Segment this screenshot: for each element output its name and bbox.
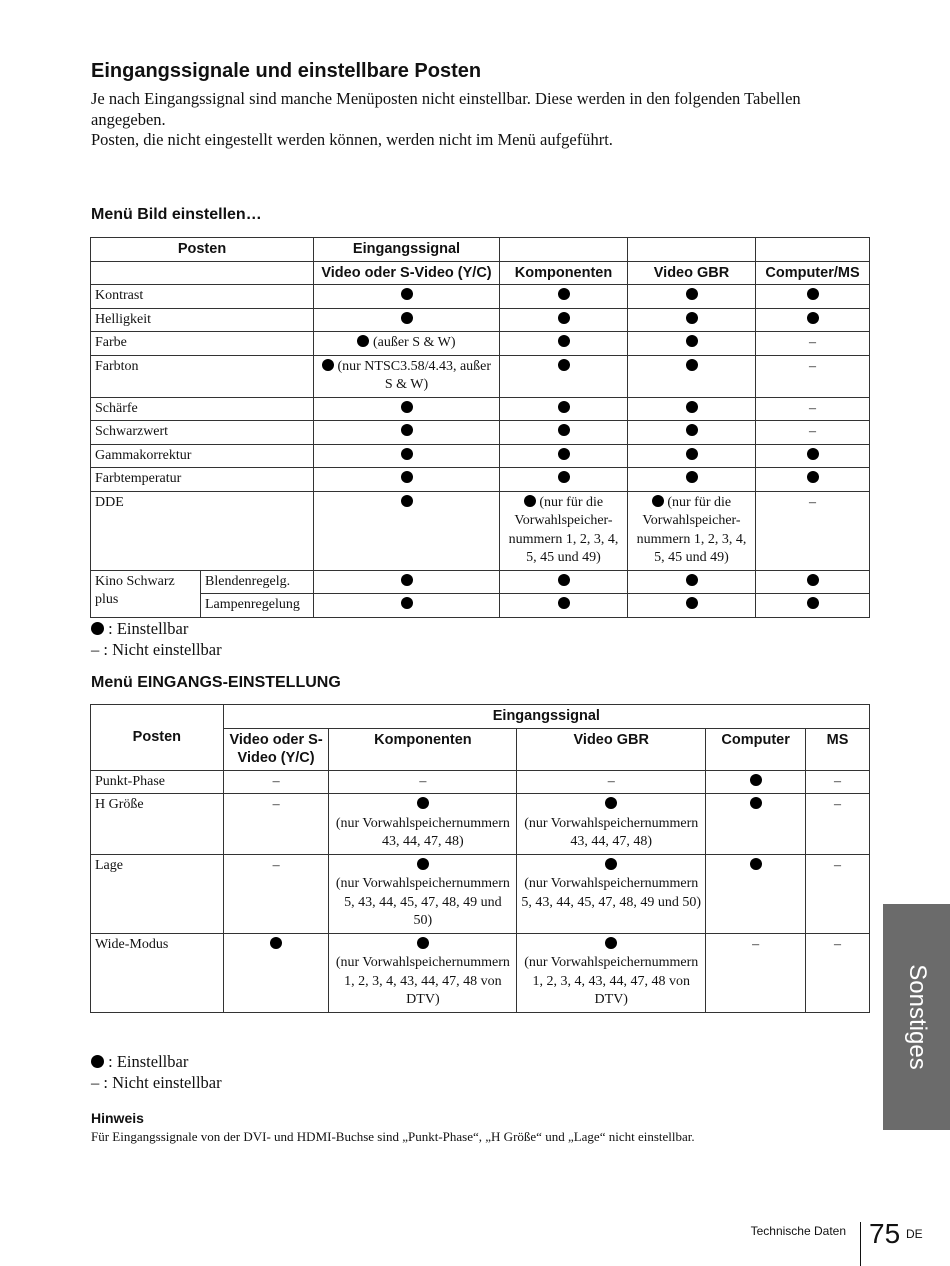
- table-cell: –: [756, 355, 870, 397]
- table-cell: [756, 468, 870, 492]
- bullet-dot-icon: [322, 359, 334, 371]
- row-label: Wide-Modus: [91, 933, 224, 1012]
- bullet-dot-icon: [401, 424, 413, 436]
- bullet-dot-icon: [558, 424, 570, 436]
- table-cell: [500, 421, 628, 445]
- cell-note: (nur Vorwahlspeichernummern 43, 44, 47, 48): [524, 815, 699, 849]
- cell-note: (nur Vorwahlspeichernummern 5, 43, 44, 45, 47, 48, 49 und 50): [335, 876, 510, 928]
- table-eingangs-einstellung: [90, 704, 870, 1013]
- bullet-dot-icon: [558, 448, 570, 460]
- bullet-dot-icon: [605, 937, 617, 949]
- table-cell: [314, 332, 500, 356]
- bullet-dot-icon: [558, 471, 570, 483]
- bullet-dot-icon: [401, 495, 413, 507]
- bullet-dot-icon: [558, 401, 570, 413]
- bullet-dot-icon: [750, 774, 762, 786]
- table-cell: [314, 570, 500, 594]
- bullet-dot-icon: [401, 574, 413, 586]
- col-header: Video oder S-Video (Y/C): [223, 728, 329, 770]
- table2-title: Menü EINGANGS-EINSTELLUNG: [91, 674, 341, 691]
- table-cell: [756, 594, 870, 618]
- table-cell: –: [756, 491, 870, 570]
- table-cell: –: [756, 397, 870, 421]
- table-cell: [628, 421, 756, 445]
- bullet-dot-icon: [686, 448, 698, 460]
- table-cell: [628, 308, 756, 332]
- cell-note: (außer S & W): [369, 335, 456, 350]
- footer-divider: [860, 1222, 861, 1266]
- page-language: DE: [906, 1227, 923, 1241]
- table-cell: –: [706, 933, 806, 1012]
- intro-paragraph-1: Je nach Eingangssignal sind manche Menüposten nicht einstellbar. Diese werden in den folgenden Tabellen angegeben.: [91, 89, 801, 129]
- table-cell: [628, 468, 756, 492]
- col-header: Video GBR: [517, 728, 706, 770]
- table-cell: [329, 794, 517, 855]
- bullet-dot-icon: [652, 495, 664, 507]
- bullet-dot-icon: [686, 471, 698, 483]
- table-cell: –: [756, 421, 870, 445]
- table-bild-einstellen: [90, 237, 870, 618]
- table-cell: [628, 491, 756, 570]
- footer-section-label: Technische Daten: [750, 1224, 846, 1238]
- table-row: [91, 332, 870, 356]
- bullet-dot-icon: [686, 359, 698, 371]
- bullet-dot-icon: [417, 858, 429, 870]
- note-text: Für Eingangssignale von der DVI- und HDMI-Buchse sind „Punkt-Phase“, „H Größe“ und „Lage“ nicht einstellbar.: [91, 1129, 695, 1144]
- row-label: Lage: [91, 854, 224, 933]
- table-cell: [517, 854, 706, 933]
- col-header: Computer: [706, 728, 806, 770]
- table-cell: [314, 397, 500, 421]
- table-cell: [628, 355, 756, 397]
- col-header: Komponenten: [329, 728, 517, 770]
- table-cell: [314, 285, 500, 309]
- col-header: Video GBR: [628, 261, 756, 285]
- bullet-dot-icon: [807, 597, 819, 609]
- cell-note: (nur Vorwahlspeichernummern 1, 2, 3, 4, 43, 44, 47, 48 von DTV): [524, 955, 699, 1007]
- legend-1: [91, 619, 222, 660]
- legend-dash-text: – : Nicht einstellbar: [91, 1072, 222, 1092]
- table-cell: –: [223, 794, 329, 855]
- bullet-dot-icon: [401, 597, 413, 609]
- legend-2: [91, 1052, 222, 1093]
- row-label: Farbe: [91, 332, 314, 356]
- row-label: Helligkeit: [91, 308, 314, 332]
- bullet-dot-icon: [605, 797, 617, 809]
- bullet-dot-icon: [91, 1055, 104, 1068]
- bullet-dot-icon: [686, 424, 698, 436]
- row-label: Punkt-Phase: [91, 770, 224, 794]
- table-cell: –: [517, 770, 706, 794]
- section-side-tab: [883, 904, 950, 1130]
- bullet-dot-icon: [686, 335, 698, 347]
- table-cell: [517, 933, 706, 1012]
- legend-dot-text: : Einstellbar: [108, 619, 189, 638]
- intro-text: [91, 89, 871, 151]
- bullet-dot-icon: [270, 937, 282, 949]
- bullet-dot-icon: [807, 448, 819, 460]
- table-cell: [706, 770, 806, 794]
- bullet-dot-icon: [686, 312, 698, 324]
- table1-title: Menü Bild einstellen…: [91, 206, 262, 223]
- table-cell: [223, 933, 329, 1012]
- intro-paragraph-2: Posten, die nicht eingestellt werden können, werden nicht im Menü aufgeführt.: [91, 130, 613, 149]
- bullet-dot-icon: [750, 858, 762, 870]
- table-row: [91, 933, 870, 1012]
- table-cell: –: [806, 933, 870, 1012]
- table-cell: [756, 285, 870, 309]
- row-label: Gammakorrektur: [91, 444, 314, 468]
- table-cell: –: [223, 770, 329, 794]
- table-row: [91, 355, 870, 397]
- table-cell: [314, 355, 500, 397]
- cell-note: (nur Vorwahlspeichernummern 1, 2, 3, 4, 43, 44, 47, 48 von DTV): [335, 955, 510, 1007]
- table-cell: [500, 594, 628, 618]
- cell-note: (nur für die Vorwahlspeicher-nummern 1, 2, 3, 4, 5, 45 und 49): [636, 494, 747, 565]
- table-cell: –: [806, 770, 870, 794]
- col-header: Komponenten: [500, 261, 628, 285]
- table-cell: [628, 570, 756, 594]
- table-cell: –: [806, 854, 870, 933]
- bullet-dot-icon: [558, 335, 570, 347]
- table-cell: [500, 468, 628, 492]
- table-row: [91, 468, 870, 492]
- side-tab-label: Sonstiges: [903, 964, 931, 1070]
- table-cell: [329, 854, 517, 933]
- bullet-dot-icon: [558, 359, 570, 371]
- header-eingangssignal: Eingangssignal: [223, 705, 869, 729]
- table-cell: –: [756, 332, 870, 356]
- bullet-dot-icon: [807, 574, 819, 586]
- bullet-dot-icon: [401, 401, 413, 413]
- table-cell: –: [223, 854, 329, 933]
- legend-dash-text: – : Nicht einstellbar: [91, 639, 222, 659]
- row-label: DDE: [91, 491, 314, 570]
- table-row: [91, 854, 870, 933]
- table-cell: [500, 285, 628, 309]
- row-label: Farbton: [91, 355, 314, 397]
- bullet-dot-icon: [558, 574, 570, 586]
- table-cell: [500, 332, 628, 356]
- table-row: [91, 794, 870, 855]
- bullet-dot-icon: [417, 797, 429, 809]
- row-label: Lampenregelung: [201, 594, 314, 618]
- row-label: Kontrast: [91, 285, 314, 309]
- table-cell: [628, 397, 756, 421]
- table-cell: [314, 444, 500, 468]
- bullet-dot-icon: [357, 335, 369, 347]
- table-cell: [314, 421, 500, 445]
- bullet-dot-icon: [686, 401, 698, 413]
- table-row: [91, 397, 870, 421]
- table-cell: –: [329, 770, 517, 794]
- table-cell: [314, 594, 500, 618]
- table-cell: [314, 308, 500, 332]
- page-number: 75: [869, 1218, 901, 1249]
- table-row: [91, 444, 870, 468]
- table-cell: [517, 794, 706, 855]
- table-cell: [500, 308, 628, 332]
- cell-note: (nur NTSC3.58/4.43, außer S & W): [333, 358, 492, 392]
- table-cell: [756, 308, 870, 332]
- row-label: Farbtemperatur: [91, 468, 314, 492]
- table-cell: [500, 570, 628, 594]
- bullet-dot-icon: [524, 495, 536, 507]
- header-posten: Posten: [91, 238, 314, 262]
- table-cell: [706, 794, 806, 855]
- table-cell: [628, 594, 756, 618]
- row-group-label: Kino Schwarz plus: [91, 570, 201, 617]
- table-row: [91, 285, 870, 309]
- cell-note: (nur für die Vorwahlspeicher-nummern 1, 2, 3, 4, 5, 45 und 49): [508, 494, 619, 565]
- bullet-dot-icon: [401, 471, 413, 483]
- table-cell: [628, 332, 756, 356]
- bullet-dot-icon: [401, 288, 413, 300]
- bullet-dot-icon: [750, 797, 762, 809]
- col-header: MS: [806, 728, 870, 770]
- row-label: Schwarzwert: [91, 421, 314, 445]
- table-cell: [314, 468, 500, 492]
- table-cell: [706, 854, 806, 933]
- cell-note: (nur Vorwahlspeichernummern 43, 44, 47, 48): [335, 815, 510, 849]
- row-label: H Größe: [91, 794, 224, 855]
- table-cell: [756, 444, 870, 468]
- bullet-dot-icon: [605, 858, 617, 870]
- table-row: [91, 770, 870, 794]
- bullet-dot-icon: [558, 288, 570, 300]
- table-cell: [329, 933, 517, 1012]
- bullet-dot-icon: [807, 471, 819, 483]
- header-posten: Posten: [91, 705, 224, 771]
- col-header: Computer/MS: [756, 261, 870, 285]
- bullet-dot-icon: [417, 937, 429, 949]
- table-cell: [500, 491, 628, 570]
- row-label: Blendenregelg.: [201, 570, 314, 594]
- bullet-dot-icon: [401, 448, 413, 460]
- bullet-dot-icon: [686, 597, 698, 609]
- header-eingangssignal: Eingangssignal: [314, 238, 500, 262]
- table-row: [91, 594, 870, 618]
- row-label: Schärfe: [91, 397, 314, 421]
- table-cell: –: [806, 794, 870, 855]
- table-row: [91, 570, 870, 594]
- table-cell: [628, 444, 756, 468]
- bullet-dot-icon: [91, 622, 104, 635]
- table-cell: [500, 444, 628, 468]
- bullet-dot-icon: [686, 574, 698, 586]
- table-cell: [500, 355, 628, 397]
- note-title: Hinweis: [91, 1110, 144, 1126]
- bullet-dot-icon: [401, 312, 413, 324]
- bullet-dot-icon: [807, 288, 819, 300]
- table-cell: [314, 491, 500, 570]
- bullet-dot-icon: [807, 312, 819, 324]
- bullet-dot-icon: [686, 288, 698, 300]
- table-cell: [628, 285, 756, 309]
- bullet-dot-icon: [558, 312, 570, 324]
- legend-dot-text: : Einstellbar: [108, 1052, 189, 1071]
- table-row: [91, 491, 870, 570]
- table-row: [91, 308, 870, 332]
- col-header: Video oder S-Video (Y/C): [314, 261, 500, 285]
- page-heading: Eingangssignale und einstellbare Posten: [91, 60, 482, 82]
- table-row: [91, 421, 870, 445]
- table-cell: [756, 570, 870, 594]
- cell-note: (nur Vorwahlspeichernummern 5, 43, 44, 45, 47, 48, 49 und 50): [521, 876, 702, 910]
- bullet-dot-icon: [558, 597, 570, 609]
- table-cell: [500, 397, 628, 421]
